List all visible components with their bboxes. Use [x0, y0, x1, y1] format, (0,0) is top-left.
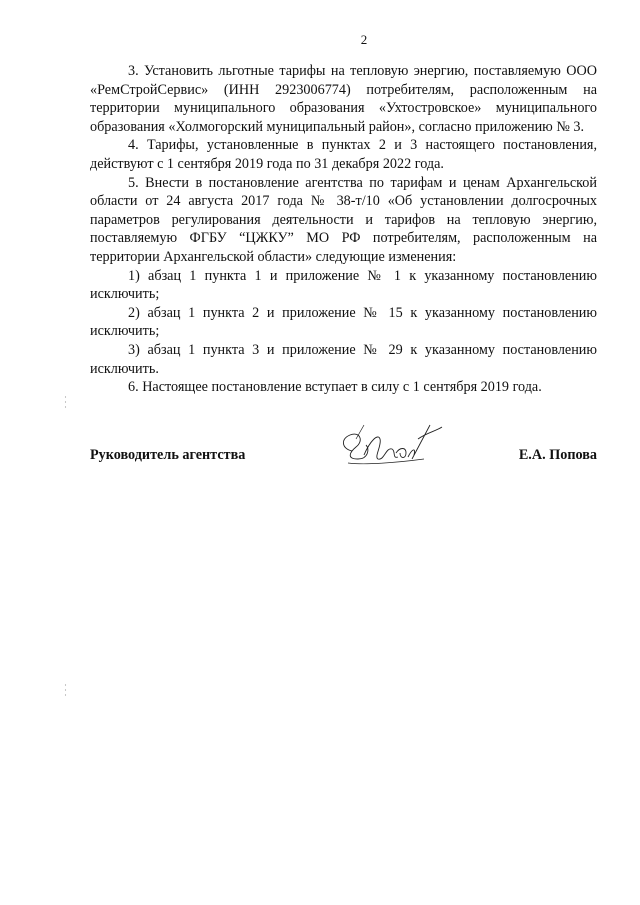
paragraph-6: 6. Настоящее постановление вступает в силу с 1 сентября 2019 года.	[128, 379, 542, 396]
paragraph-5-item-1: 1) абзац 1 пункта 1 и приложение № 1 к указанному постановлению исключить;	[90, 267, 597, 303]
signatory-name: Е.А. Попова	[518, 447, 597, 463]
paragraph-5-item-2: 2) абзац 1 пункта 2 и приложение № 15 к указанному постановлению исключить;	[90, 304, 597, 340]
signatory-title: Руководитель агентства	[90, 447, 246, 463]
paragraph-3: 3. Установить льготные тарифы на тепловую энергию, поставляемую ООО «РемСтройСервис» (ИНН 2923006774) потребителям, расположенным на территории муниципального образования «Ухтостровское» муниципального образования «Холмогорский муниципальный район», согласно приложению № 3.	[90, 63, 597, 135]
paragraph-5-item-3: 3) абзац 1 пункта 3 и приложение № 29 к указанному постановлению исключить.	[90, 341, 597, 377]
page-number: 2	[360, 32, 368, 47]
margin-mark	[64, 395, 67, 409]
signature-block	[90, 443, 597, 473]
margin-mark	[64, 683, 67, 697]
paragraph-5: 5. Внести в постановление агентства по тарифам и ценам Архангельской области от 24 августа 2017 года № 38-т/10 «Об установлении долгосрочных параметров регулирования деятельности и тарифов на тепловую энергию, поставляемую ФГБУ “ЦЖКУ” МО РФ потребителям, расположенным на территории Архангельской области» следующие изменения:	[90, 174, 597, 265]
document-body	[90, 62, 597, 397]
handwritten-signature	[334, 419, 444, 471]
paragraph-4: 4. Тарифы, установленные в пунктах 2 и 3 настоящего постановления, действуют с 1 сентября 2019 года по 31 декабря 2022 года.	[90, 137, 597, 172]
